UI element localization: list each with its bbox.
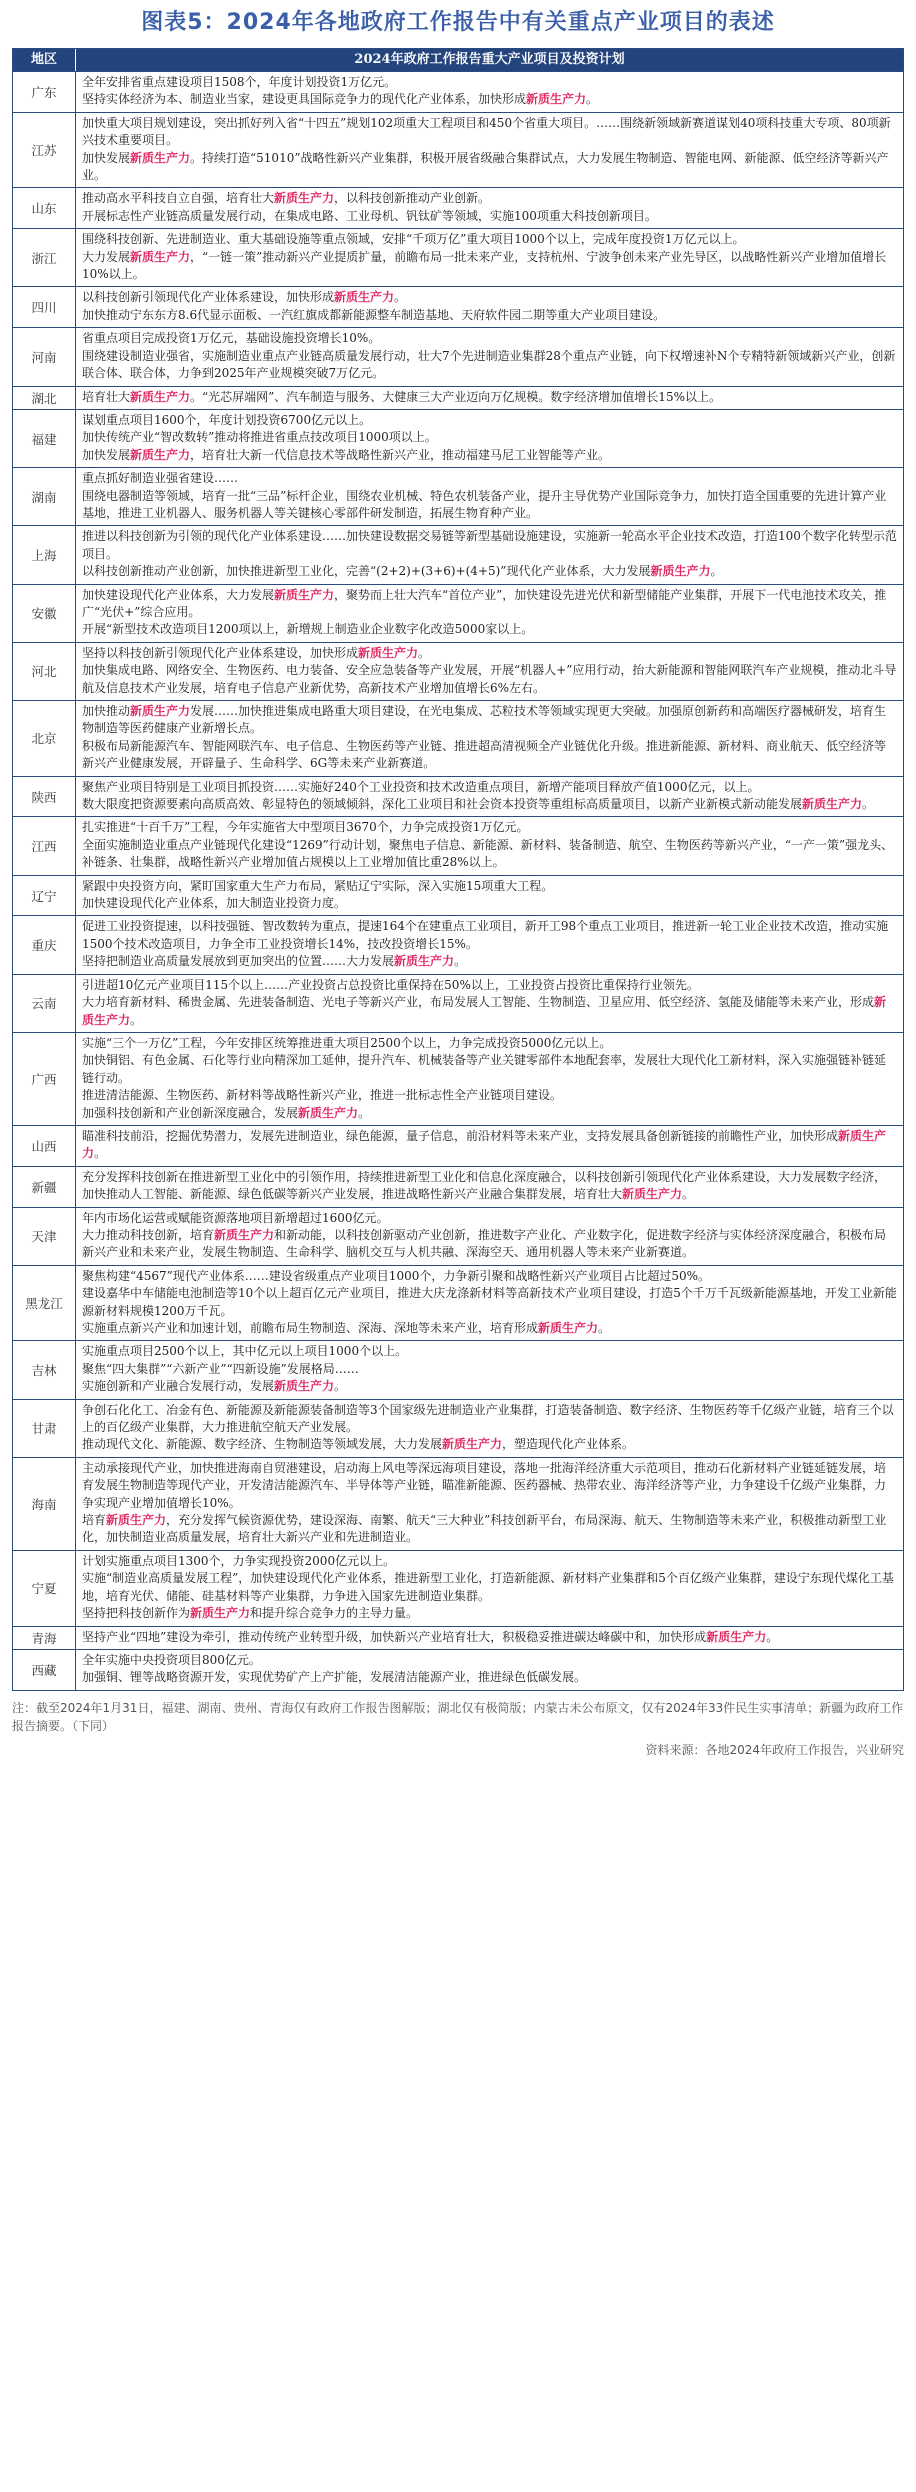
region-cell: 北京 [13,701,76,776]
table-row [13,525,903,583]
region-cell: 安徽 [13,585,76,642]
region-cell: 四川 [13,287,76,327]
content-cell [76,1266,903,1341]
table-row [13,1340,903,1398]
table-row [13,71,903,112]
content-line: 坚持产业“四地”建设为牵引，推动传统产业转型升级，加快新兴产业培育壮大，积极稳妥推进碳达峰碳中和，加快形成新质生产力。 [82,1629,779,1644]
content-line: 大力培育新材料、稀贵金属、先进装备制造、光电子等新兴产业，布局发展人工智能、生物制造、卫星应用、低空经济、氢能及储能等未来产业，形成新质生产力。 [82,995,887,1027]
content-line: 充分发挥科技创新在推进新型工业化中的引领作用，持续推进新型工业化和信息化深度融合，以科技创新引领现代化产业体系建设，大力发展数字经济，加快推动人工智能、新能源、绿色低碳等新兴产业发展，推进战略性新兴产业融合集群发展，培育壮大新质生产力。 [82,1169,887,1202]
highlight-term: 新质生产力 [442,1437,503,1452]
table-row [13,915,903,973]
content-line: 推动高水平科技自立自强，培育壮大新质生产力，以科技创新推动产业创新。 [82,191,491,206]
region-cell: 福建 [13,410,76,467]
region-cell: 吉林 [13,1341,76,1398]
table-row [13,1649,903,1690]
region-cell: 山东 [13,188,76,228]
table-body [13,71,903,1690]
header-content: 2024年政府工作报告重大产业项目及投资计划 [354,52,625,67]
content-line: 加快铜铝、有色金属、石化等行业向精深加工延伸，提升汽车、机械装备等产业关键零部件本地配套率，发展壮大现代化工新材料，深入实施强链补链延链行动。 [82,1053,887,1085]
content-line: 加快传统产业“智改数转”推动将推进省重点技改项目1000项以上。 [82,430,437,445]
region-cell: 西藏 [13,1650,76,1690]
region-cell: 山西 [13,1126,76,1166]
highlight-term: 新质生产力 [130,389,191,404]
content-line: 推进以科技创新为引领的现代化产业体系建设……加快建设数据交易链等新型基础设施建设，实施新一轮高水平企业技术改造，打造100个数字化转型示范项目。 [82,529,897,561]
content-line: 加快推动宁东东方8.6代显示面板、一汽红旗成都新能源整车制造基地、天府软件园二期等重大产业项目建设。 [82,307,666,322]
table-row [13,875,903,916]
content-line: 以科技创新引领现代化产业体系建设，加快形成新质生产力。 [82,290,407,305]
content-cell [76,1551,903,1626]
content-line: 推进清洁能源、生物医药、新材料等战略性新兴产业，推进一批标志性全产业链项目建设。 [82,1088,563,1103]
region-cell: 青海 [13,1627,76,1649]
table-row [13,584,903,642]
content-cell [76,1400,903,1457]
content-line: 紧跟中央投资方向，紧盯国家重大生产力布局，紧贴辽宁实际，深入实施15项重大工程。 [82,878,554,893]
content-line: 加强铜、锂等战略资源开发，实现优势矿产上产扩能，发展清洁能源产业，推进绿色低碳发展。 [82,1670,587,1685]
content-cell [76,72,903,112]
content-line: 建设嘉华中车储能电池制造等10个以上超百亿元产业项目，推进大庆龙涤新材料等高新技术产业项目建设，打造5个千万千瓦级新能源基地，开发工业新能源新材料规模1200万千瓦。 [82,1286,897,1318]
content-cell [76,1167,903,1207]
region-cell: 宁夏 [13,1551,76,1626]
content-line: 争创石化化工、冶金有色、新能源及新能源装备制造等3个国家级先进制造业产业集群，打造装备制造、数字经济、生物医药等千亿级产业链，培育三个以上的百亿级产业集群，大力推进航空航天产业发展。 [82,1402,894,1435]
region-cell: 江西 [13,817,76,874]
content-line: 坚持实体经济为本、制造业当家，建设更具国际竞争力的现代化产业体系，加快形成新质生产力。 [82,92,599,107]
content-line: 积极布局新能源汽车、智能网联汽车、电子信息、生物医药等产业链、推进超高清视频全产业链优化升级。推进新能源、新材料、商业航天、低空经济等新兴产业健康发展，开辟量子、生命科学、6G等未来产业新赛道。 [82,738,887,771]
content-line: 坚持把科技创新作为新质生产力和提升综合竞争力的主导力量。 [82,1606,419,1621]
content-line: 谋划重点项目1600个，年度计划投资6700亿元以上。 [82,412,372,427]
content-line: 开展标志性产业链高质量发展行动，在集成电路、工业母机、钒钛矿等领域，实施100项重大科技创新项目。 [82,208,657,223]
content-cell [76,468,903,525]
region-cell: 天津 [13,1208,76,1265]
region-cell: 海南 [13,1458,76,1550]
content-line: 全年安排省重点建设项目1508个，年度计划投资1万亿元。 [82,75,397,89]
content-line: 围绕科技创新、先进制造业、重大基础设施等重点领域，安排“千项万亿”重大项目1000个以上，完成年度投资1万亿元以上。 [82,232,745,247]
region-cell: 广西 [13,1033,76,1125]
content-cell [76,1650,903,1690]
highlight-term: 新质生产力 [394,954,455,969]
table-row [13,974,903,1032]
highlight-term: 新质生产力 [82,1128,887,1161]
content-line: 实施创新和产业融合发展行动，发展新质生产力。 [82,1379,347,1394]
table-row [13,286,903,327]
content-line: 促进工业投资提速，以科技强链、智改数转为重点，提速164个在建重点工业项目，新开工98个重点工业项目，推进新一轮工业企业技术改造，推动实施1500个技术改造项目，力争全市工业投资增长14%，技改投资增长15%。 [82,919,889,951]
highlight-term: 新质生产力 [298,1105,359,1120]
content-cell [76,410,903,467]
content-line: 加快集成电路、网络安全、生物医药、电力装备、安全应急装备等产业发展，开展“机器人+”应用行动，抬大新能源和智能网联汽车产业规模，推动北斗导航及信息技术产业发展，培育电子信息产业新优势，高新技术产业增加值增长6%左右。 [82,663,897,695]
highlight-term: 新质生产力 [650,564,711,579]
content-line: 围绕电器制造等领域，培育一批“三品”标杆企业，围绕农业机械、特色农机装备产业，提升主导优势产业国际竞争力，加快打造全国重要的先进计算产业基地，推进工业机器人、服务机器人等关键核心零部件研发制造，拓展生物育种产业。 [82,488,887,520]
content-cell [76,1033,903,1125]
region-cell: 重庆 [13,916,76,973]
header-region: 地区 [13,49,76,71]
content-line: 加快重大项目规划建设，突出抓好列入省“十四五”规划102项重大工程项目和450个省重大项目。……围绕新领域新赛道谋划40项科技重大专项、80项新兴技术重要项目。 [82,115,891,148]
table-row [13,1125,903,1166]
highlight-term: 新质生产力 [526,92,587,107]
content-line: 坚持以科技创新引领现代化产业体系建设，加快形成新质生产力。 [82,645,431,660]
region-cell: 河北 [13,643,76,700]
content-line: 全年实施中央投资项目800亿元。 [82,1652,261,1667]
content-cell [76,1627,903,1649]
figure-title: 图表5：2024年各地政府工作报告中有关重点产业项目的表述 [141,10,775,35]
content-cell [76,975,903,1032]
highlight-term: 新质生产力 [274,1379,335,1394]
highlight-term: 新质生产力 [334,290,395,305]
content-line: 坚持把制造业高质量发展放到更加突出的位置……大力发展新质生产力。 [82,954,467,969]
region-cell: 广东 [13,72,76,112]
table-row [13,327,903,385]
highlight-term: 新质生产力 [538,1321,599,1335]
content-cell [76,113,903,188]
content-line: 实施“三个一万亿”工程，今年安排区统筹推进重大项目2500个以上，力争完成投资5000亿元以上。 [82,1035,612,1050]
highlight-term: 新质生产力 [130,249,191,264]
content-cell [76,328,903,385]
content-cell [76,229,903,286]
content-cell [76,1208,903,1265]
region-cell: 陕西 [13,777,76,817]
highlight-term: 新质生产力 [802,797,863,812]
content-line: 围绕建设制造业强省，实施制造业重点产业链高质量发展行动，壮大7个先进制造业集群28个重点产业链，向下权增速补N个专精特新领域新兴产业，创新联合体、联合体，力争到2025年产业规模突破7万亿元。 [82,348,896,381]
content-line: 培育新质生产力，充分发挥气候资源优势，建设深海、南繁、航天“三大种业”科技创新平台，布局深海、航天、生物制造等未来产业，积极推动新型工业化，加快制造业高质量发展，培育壮大新兴产业和先进制造业。 [82,1513,887,1545]
region-cell: 江苏 [13,113,76,188]
table-row [13,409,903,467]
content-line: 加强科技创新和产业创新深度融合，发展新质生产力。 [82,1105,371,1120]
content-cell [76,1126,903,1166]
content-line: 扎实推进“十百千万”工程，今年实施省大中型项目3670个，力争完成投资1万亿元。 [82,820,529,835]
content-line: 以科技创新推动产业创新，加快推进新型工业化，完善“(2+2)+(3+6)+(4+5)”现代化产业体系，大力发展新质生产力。 [82,564,723,579]
content-line: 省重点项目完成投资1万亿元，基础设施投资增长10%。 [82,331,381,346]
table-row [13,1550,903,1626]
table-header [13,49,903,71]
highlight-term: 新质生产力 [622,1187,683,1202]
content-cell [76,1458,903,1550]
content-line: 加快建设现代化产业体系，加大制造业投资力度。 [82,896,347,911]
content-line: 培育壮大新质生产力。“光芯屏端网”、汽车制造与服务、大健康三大产业迈向万亿规模。数字经济增加值增长15%以上。 [82,389,721,404]
table-row [13,1265,903,1341]
content-line: 全面实施制造业重点产业链现代化建设“1269”行动计划，聚焦电子信息、新能源、新材料、装备制造、航空、生物医药等新兴产业，“一产一策”强龙头、补链条、壮集群，战略性新兴产业增加值占规模以上工业增加值比重28%以上。 [82,837,894,870]
region-cell: 辽宁 [13,876,76,916]
highlight-term: 新质生产力 [274,191,335,206]
content-line: 聚焦产业项目特别是工业项目抓投资……实施好240个工业投资和技术改造重点项目，新增产能项目释放产值1000亿元，以上。 [82,779,760,794]
content-line: 年内市场化运营或赋能资源落地项目新增超过1600亿元。 [82,1210,389,1225]
table-notes: 注：截至2024年1月31日，福建、湖南、贵州、青海仅有政府工作报告图解版；湖北仅有极简版；内蒙古未公布原文，仅有2024年33件民生实事清单；新疆为政府工作报告摘要。（下同） [12,1700,904,1733]
content-cell [76,287,903,327]
content-cell [76,188,903,228]
content-line: 瞄准科技前沿，挖掘优势潜力，发展先进制造业，绿色能源，量子信息，前沿材料等未来产业，支持发展具备创新链接的前瞻性产业，加快形成新质生产力。 [82,1128,887,1161]
table-row [13,1399,903,1457]
region-cell: 云南 [13,975,76,1032]
highlight-term: 新质生产力 [274,587,335,602]
content-line: 加快建设现代化产业体系，大力发展新质生产力，聚势而上壮大汽车“首位产业”，加快建设先进光伏和新型储能产业集群，开展下一代电池技术攻关，推广“光伏+”综合应用。 [82,587,887,619]
content-line: 实施重点项目2500个以上，其中亿元以上项目1000个以上。 [82,1344,408,1359]
table-row [13,1166,903,1207]
table-row [13,1626,903,1649]
content-line: 重点抓好制造业强省建设…… [82,471,239,486]
table-row [13,228,903,286]
table-row [13,386,903,409]
content-line: 聚焦构建“4567”现代产业体系……建设省级重点产业项目1000个，力争新引聚和战略性新兴产业项目占比超过50%。 [82,1268,711,1283]
content-line: 实施“制造业高质量发展工程”，加快建设现代化产业体系，推进新型工业化，打造新能源、新材料产业集群和5个百亿级产业集群，建设宁东现代煤化工基地，培育光伏、储能、硅基材料等产业集群，力争进入国家先进制造业集群。 [82,1571,894,1603]
highlight-term: 新质生产力 [82,995,887,1027]
region-cell: 湖南 [13,468,76,525]
region-cell: 上海 [13,526,76,583]
content-line: 主动承接现代产业，加快推进海南自贸港建设，启动海上风电等深远海项目建设，落地一批海洋经济重大示范项目，推动石化新材料产业链延链发展，培育发展生物制造等现代产业，开发清洁能源汽车、半导体等产业链，瞄准新能源、医药器械、热带农业、海洋经济等产业，力争建设千亿级产业集群，力争实现产业增加值增长10%。 [82,1460,887,1510]
table-row [13,1207,903,1265]
content-cell [76,777,903,817]
table-row [13,642,903,700]
table-row [13,467,903,525]
content-cell [76,701,903,776]
content-line: 推动现代文化、新能源、数字经济、生物制造等领域发展，大力发展新质生产力，塑造现代化产业体系。 [82,1437,635,1452]
content-line: 大力推动科技创新，培育新质生产力和新动能，以科技创新驱动产业创新，推进数字产业化、产业数字化，促进数字经济与实体经济深度融合，积极布局新兴产业和未来产业，发展生物制造、生命科学、脑机交互与人机共融、深海空天、通用机器人等未来产业新赛道。 [82,1227,887,1260]
content-cell [76,585,903,642]
highlight-term: 新质生产力 [706,1629,767,1644]
region-cell: 河南 [13,328,76,385]
content-line: 聚焦“四大集群”“六新产业”“四新设施”发展格局…… [82,1361,359,1376]
table-row [13,112,903,188]
table-row [13,1457,903,1550]
content-cell [76,876,903,916]
region-cell: 甘肃 [13,1400,76,1457]
content-line: 计划实施重点项目1300个，力争实现投资2000亿元以上。 [82,1553,396,1568]
content-cell [76,1341,903,1398]
highlight-term: 新质生产力 [190,1606,251,1621]
table-row [13,700,903,776]
content-line: 数大限度把资源要素向高质高效、彰显特色的领域倾斜，深化工业项目和社会资本投资等重组标高质量项目，以新产业新模式新动能发展新质生产力。 [82,797,875,812]
content-line: 加快发展新质生产力，培育壮大新一代信息技术等战略性新兴产业，推动福建马尼工业智能等产业。 [82,447,611,462]
region-cell: 浙江 [13,229,76,286]
source-note: 资料来源：各地2024年政府工作报告，兴业研究 [645,1742,904,1757]
content-cell [76,643,903,700]
table-row [13,187,903,228]
highlight-term: 新质生产力 [130,150,191,165]
projects-table [12,48,904,1691]
highlight-term: 新质生产力 [130,704,191,718]
content-line: 大力发展新质生产力，“一链一策”推动新兴产业提质扩量，前瞻布局一批未来产业，支持杭州、宁波争创未来产业先导区，以战略性新兴产业增加值增长10%以上。 [82,249,887,282]
region-cell: 黑龙江 [13,1266,76,1341]
region-cell: 湖北 [13,387,76,409]
content-line: 加快发展新质生产力。持续打造“51010”战略性新兴产业集群，积极开展省级融合集群试点，大力发展生物制造、智能电网、新能源、低空经济等新兴产业。 [82,150,889,183]
highlight-term: 新质生产力 [130,447,191,462]
highlight-term: 新质生产力 [106,1513,167,1528]
content-cell [76,387,903,409]
content-cell [76,916,903,973]
content-line: 开展“新型技术改造项目1200项以上，新增规上制造业企业数字化改造5000家以上。 [82,622,534,637]
content-line: 加快推动新质生产力发展……加快推进集成电路重大项目建设，在光电集成、芯粒技术等领域实现更大突破。加强原创新药和高端医疗器械研发，培育生物制造等医药健康产业新增长点。 [82,704,887,736]
content-line: 实施重点新兴产业和加速计划，前瞻布局生物制造、深海、深地等未来产业，培育形成新质生产力。 [82,1321,611,1335]
content-cell [76,817,903,874]
table-row [13,1032,903,1125]
content-line: 引进超10亿元产业项目115个以上……产业投资占总投资比重保持在50%以上，工业投资占投资比重保持行业领先。 [82,977,699,992]
highlight-term: 新质生产力 [358,645,419,660]
region-cell: 新疆 [13,1167,76,1207]
content-cell [76,526,903,583]
table-row [13,776,903,817]
table-row [13,816,903,874]
highlight-term: 新质生产力 [214,1227,275,1242]
